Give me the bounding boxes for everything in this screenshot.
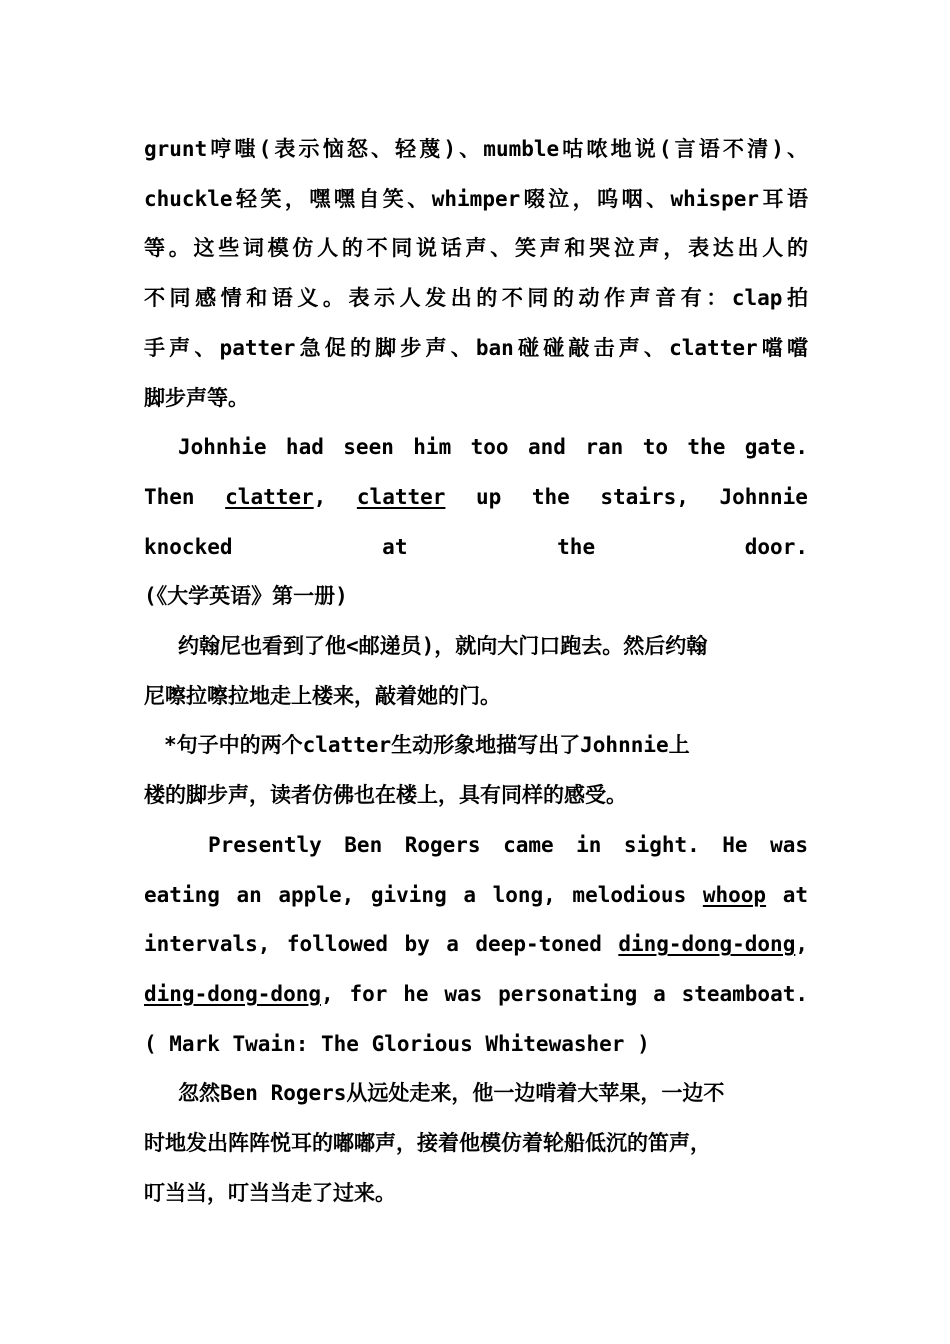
underlined-word: whoop [702,882,767,907]
example-punct: , [313,484,327,509]
text-line: 不同感情和语义。表示人发出的不同的动作声音有：clap拍 [144,286,808,311]
text-line: 脚步声等。 [144,385,249,410]
text-line: 手声、patter急促的脚步声、ban碰碰敲击声、clatter噹噹 [144,335,808,360]
example-words: up the stairs, Johnnie [476,484,808,509]
example-punct: , [795,932,808,957]
example-line [144,920,808,970]
text-line: chuckle轻笑，嘿嘿自笑、whimper啜泣，呜咽、whisper耳语 [144,186,808,211]
example-source: (《大学英语》第一册) [144,584,348,609]
note-line: 楼的脚步声，读者仿佛也在楼上，具有同样的感受。 [144,783,627,808]
example-words: intervals, followed by a deep-toned [144,932,602,957]
underlined-word: clatter [225,484,314,509]
translation-2 [144,1069,808,1218]
example-quote-2 [144,821,808,1070]
document-page [144,125,808,1218]
note-line: *句子中的两个clatter生动形象地描写出了Johnnie上 [164,733,690,758]
translation-1 [144,622,808,721]
translation-line: 时地发出阵阵悦耳的嘟嘟声，接着他模仿着轮船低沉的笛声， [144,1131,711,1156]
example-line [144,970,808,1020]
analysis-note-1 [144,721,808,820]
underlined-word: ding-dong-dong [618,932,796,957]
vocabulary-paragraph [144,125,808,423]
underlined-word: clatter [356,484,446,509]
translation-line: 叮当当，叮当当走了过来。 [144,1180,396,1205]
translation-line: 尼嚓拉嚓拉地走上楼来，敲着她的门。 [144,683,501,708]
example-line [144,871,808,921]
example-source: ( Mark Twain: The Glorious Whitewasher ) [144,1031,650,1056]
example-word: Then [144,484,195,509]
example-line: Johnhie had seen him too and ran to the gate. [178,435,808,460]
underlined-word: ding-dong-dong [144,981,322,1006]
example-line: Presently Ben Rogers came in sight. He was [208,832,808,857]
example-line [144,473,808,523]
example-words: eating an apple, giving a long, melodious [144,882,687,907]
example-quote-1 [144,423,808,622]
example-words: , for he was personating a steamboat. [321,981,808,1006]
text-line: grunt哼嗤(表示恼怒、轻蔑)、mumble咕哝地说(言语不清)、 [144,137,808,161]
text-line: 等。这些词模仿人的不同说话声、笑声和哭泣声，表达出人的 [144,236,808,261]
example-word: at [782,882,808,907]
translation-line: 忽然Ben Rogers从远处走来，他一边啃着大苹果，一边不 [178,1081,725,1106]
translation-line: 约翰尼也看到了他<邮递员)，就向大门口跑去。然后约翰 [178,634,708,659]
example-line: knocked at the door. [144,534,808,559]
